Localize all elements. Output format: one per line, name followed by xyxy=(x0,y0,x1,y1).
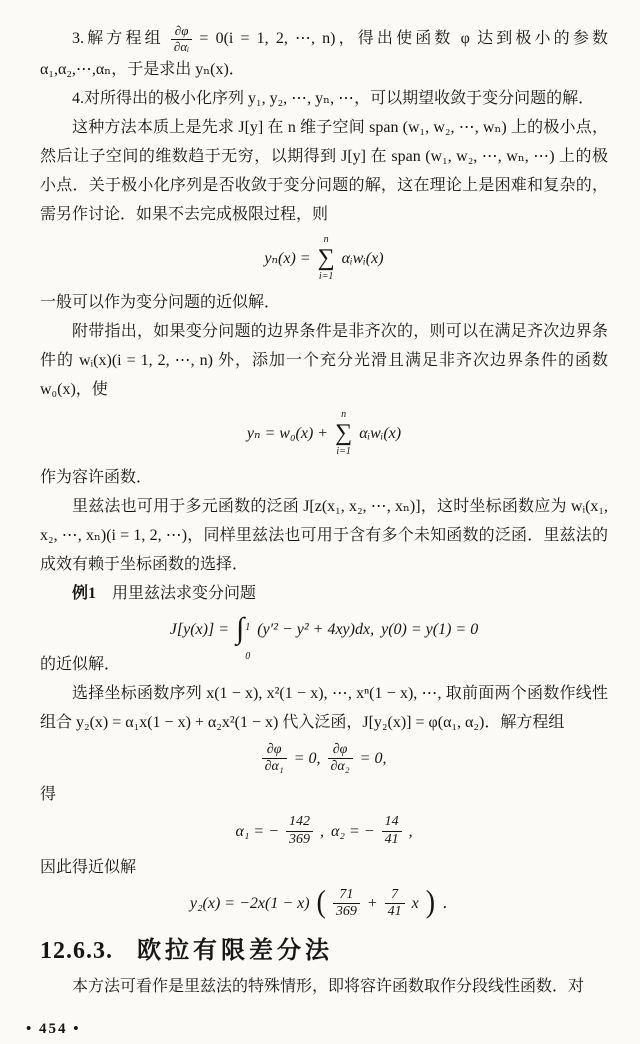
eq-rhs: αᵢwᵢ(x) xyxy=(341,249,384,267)
alpha1-lhs: α₁ = − xyxy=(235,822,279,840)
equation-functional-J xyxy=(40,612,608,663)
integral-glyph: ∫ xyxy=(236,612,245,646)
paragraph-step4: 4.对所得出的极小化序列 y₁, y₂, ⋯, yₙ, ⋯，可以期望收敛于变分问题的解． xyxy=(72,89,595,107)
sum-lower-limit: i=1 xyxy=(336,446,351,458)
eq-lhs: yₙ = w₀(x) + xyxy=(246,425,329,443)
fraction-dphi-dalpha2: $\frac{\partial\varphi}{\text{∂α₂}}$ xyxy=(328,742,353,775)
sum-lower-limit: i=1 xyxy=(318,271,334,283)
paragraph-example-title xyxy=(40,579,608,608)
eq-lhs: J[y(x)] = xyxy=(169,620,230,638)
example-text: 用里兹法求变分问题 xyxy=(96,585,257,603)
integral-upper-limit: 1 xyxy=(245,622,251,634)
equation-yn-w0-sum xyxy=(40,409,608,458)
step3-post: = 0(i = 1, 2, ⋯, n)，得出使函数 φ 达到极小的参数 α₁,α₂,⋯,αₙ，于是求出 yₙ(x)． xyxy=(40,30,608,78)
left-paren: ( xyxy=(316,884,326,921)
integral-lower-limit: 0 xyxy=(245,651,251,663)
y2-lhs: y₂(x) = −2x(1 − x) xyxy=(189,894,310,912)
eq-lhs: yₙ(x) = xyxy=(264,249,311,267)
sigma-glyph: ∑ xyxy=(335,420,353,447)
paragraph-step3 xyxy=(40,24,608,84)
equation-partials xyxy=(40,742,608,775)
equals-zero: = 0, xyxy=(359,750,387,768)
section-number: 12.6.3. xyxy=(40,937,113,964)
page-number: • 454 • xyxy=(26,1020,81,1037)
step3-pre: 3.解方程组 xyxy=(72,30,171,48)
paragraph-boundary-note: 附带指出，如果变分问题的边界条件是非齐次的，则可以在满足齐次边界条件的 wᵢ(x)(i = 1, 2, ⋯, n) 外，添加一个充分光滑且满足非齐次边界条件的函数 w₀(x)，使 xyxy=(40,323,608,399)
alpha2-lhs: α₂ = − xyxy=(331,822,375,840)
paragraph-approx-solution-of: 的近似解． xyxy=(40,656,121,674)
boundary-conditions: y(0) = y(1) = 0 xyxy=(381,620,479,638)
paragraph-admissible-note: 作为容许函数． xyxy=(40,469,153,487)
inline-fraction-dphi-dalpha: $\frac{\partial\varphi}{\text{∂αᵢ}}$ xyxy=(171,24,192,55)
eq-rhs: αᵢwᵢ(x) xyxy=(359,425,402,443)
sigma-glyph: ∑ xyxy=(317,244,335,271)
comma: , xyxy=(408,822,413,840)
fraction-71-369: $\frac{71}{369}$ xyxy=(333,887,360,920)
paragraph-therefore: 因此得近似解 xyxy=(40,858,137,876)
paragraph-coord-seq: 选择坐标函数序列 x(1 − x), x²(1 − x), ⋯, xⁿ(1 − x), ⋯, 取前面两个函数作线性组合 y₂(x) = α₁x(1 − x) + α₂x²(1 − x) 代入泛函，J[y₂(x)] = φ(α₁, α₂)．解方程组 xyxy=(40,685,608,732)
paragraph-method-essence: 这种方法本质上是先求 J[y] 在 n 维子空间 span (w₁, w₂, ⋯, wₙ) 上的极小点，然后让子空间的维数趋于无穷，以期得到 J[y] 在 span (w₁, w₂, ⋯, wₙ, ⋯) 上的极小点．关于极小化序列是否收敛于变分问题的解，这在理论上是困难和复杂的，需另作讨论．如果不去完成极限过程，则 xyxy=(40,118,608,223)
section-heading xyxy=(40,936,608,966)
example-label: 例1 xyxy=(72,585,97,603)
fraction-dphi-dalpha1: $\frac{\partial\varphi}{\text{∂α₁}}$ xyxy=(262,742,287,775)
summation-operator xyxy=(318,234,335,283)
x-variable: x xyxy=(411,894,419,912)
equation-alpha-values xyxy=(40,814,608,847)
right-paren: ) xyxy=(425,884,436,921)
comma: , xyxy=(320,822,324,840)
paragraph-approx-note: 一般可以作为变分问题的近似解． xyxy=(40,294,281,312)
integrand: (y′² − y² + 4xy)dx, xyxy=(257,620,375,638)
paragraph-obtain: 得 xyxy=(40,786,57,804)
fraction-14-41: $\frac{14}{41}$ xyxy=(382,814,402,847)
summation-operator xyxy=(335,409,352,458)
fraction-7-41: $\frac{7}{41}$ xyxy=(385,887,405,920)
equation-y2-solution xyxy=(40,884,608,921)
paragraph-section-intro: 本方法可看作是里兹法的特殊情形，即将容许函数取作分段线性函数．对 xyxy=(72,977,585,995)
period: ． xyxy=(442,894,459,912)
sum-upper-limit: n xyxy=(323,233,329,245)
paragraph-multivar-note: 里兹法也可用于多元函数的泛函 J[z(x₁, x₂, ⋯, xₙ)]，这时坐标函数应为 wᵢ(x₁, x₂, ⋯, xₙ)(i = 1, 2, ⋯)，同样里兹法也可用于含有多个未知函数的泛函．里兹法的成效有赖于坐标函数的选择． xyxy=(40,498,608,574)
fraction-142-369: $\frac{142}{369}$ xyxy=(286,814,313,847)
equals-zero: = 0, xyxy=(293,750,321,768)
equation-yn-sum xyxy=(40,234,608,283)
plus-sign: + xyxy=(366,894,378,912)
section-title: 欧拉有限差分法 xyxy=(137,937,333,964)
integral-operator xyxy=(236,612,251,663)
integral-limits xyxy=(245,613,251,663)
sum-upper-limit: n xyxy=(341,409,347,421)
